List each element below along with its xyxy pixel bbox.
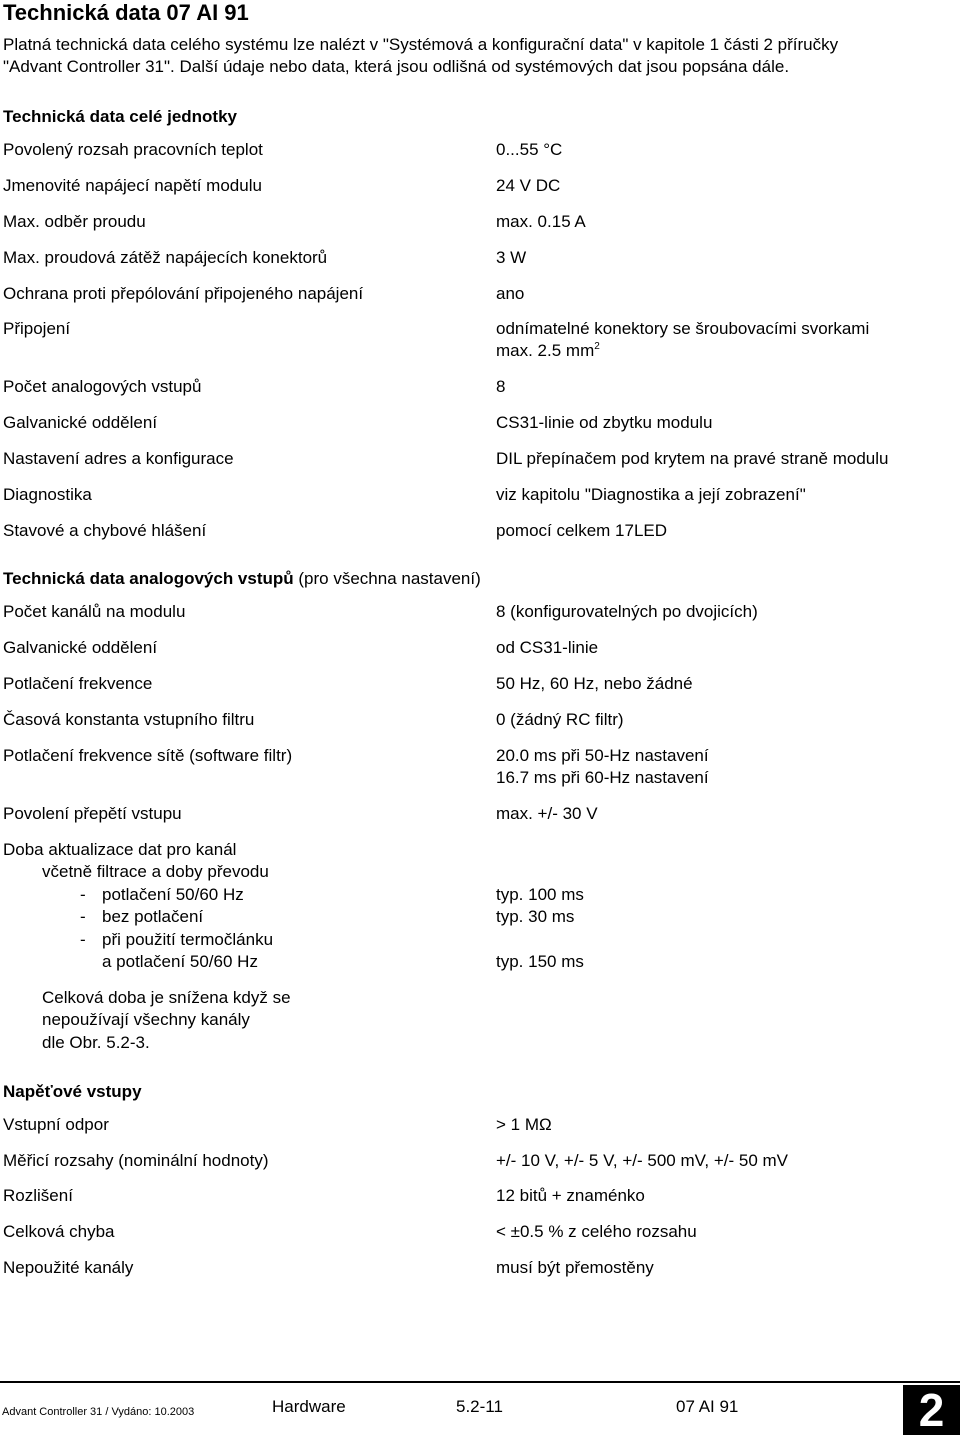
spec-label: Počet kanálů na modulu (3, 602, 186, 621)
update-item-label: bez potlačení (102, 907, 204, 926)
spec-value: musí být přemostěny (496, 1258, 654, 1277)
superscript: 2 (594, 341, 600, 352)
update-item-value: typ. 150 ms (496, 952, 584, 971)
spec-value-line: 16.7 ms při 60-Hz nastavení (496, 768, 709, 787)
spec-value: 24 V DC (496, 176, 561, 195)
update-item (80, 906, 203, 928)
section-heading-voltage: Napěťové vstupy (3, 1082, 142, 1101)
spec-label: Rozlišení (3, 1186, 73, 1205)
section-heading-analog (3, 568, 481, 590)
spec-value: viz kapitolu "Diagnostika a její zobrazení" (496, 485, 806, 504)
spec-value (496, 745, 709, 789)
spec-label: Max. odběr proudu (3, 212, 146, 231)
intro-line: "Advant Controller 31". Další údaje nebo data, která jsou odlišná od systémových dat jsou popsána dále. (3, 57, 790, 76)
spec-label: Nepoužité kanály (3, 1258, 134, 1277)
update-item (80, 929, 273, 951)
update-item (80, 884, 244, 906)
intro-paragraph (3, 34, 958, 78)
spec-value: max. 0.15 A (496, 212, 586, 231)
chapter-number-tab: 2 (903, 1385, 960, 1435)
update-item-label: při použití termočlánku (102, 930, 274, 949)
footer-module: 07 AI 91 (676, 1397, 739, 1416)
spec-value-line: 20.0 ms při 50-Hz nastavení (496, 746, 709, 765)
update-item-label-cont: a potlačení 50/60 Hz (102, 952, 258, 971)
spec-label: Připojení (3, 319, 71, 338)
spec-label: Povolení přepětí vstupu (3, 804, 182, 823)
spec-label: Počet analogových vstupů (3, 377, 202, 396)
spec-value: max. +/- 30 V (496, 804, 598, 823)
spec-value: 0 (žádný RC filtr) (496, 710, 624, 729)
spec-value: 3 W (496, 248, 527, 267)
spec-label: Jmenovité napájecí napětí modulu (3, 176, 262, 195)
update-time-sublabel: včetně filtrace a doby převodu (42, 862, 269, 881)
update-time-label: Doba aktualizace dat pro kanál (3, 840, 237, 859)
spec-label: Vstupní odpor (3, 1115, 109, 1134)
spec-label: Diagnostika (3, 485, 92, 504)
spec-label: Stavové a chybové hlášení (3, 521, 207, 540)
spec-value: < ±0.5 % z celého rozsahu (496, 1222, 697, 1241)
section-heading-suffix: (pro všechna nastavení) (293, 569, 481, 588)
footer-page-number: 5.2-11 (456, 1397, 503, 1416)
intro-line: Platná technická data celého systému lze nalézt v "Systémová a konfigurační data" v kapitole 1 části 2 příručky (3, 35, 839, 54)
spec-value: 12 bitů + znaménko (496, 1186, 645, 1205)
spec-value-line (496, 340, 869, 362)
note-line: Celková doba je snížena když se (42, 988, 291, 1007)
spec-value: 0...55 °C (496, 140, 563, 159)
spec-value: pomocí celkem 17LED (496, 521, 668, 540)
spec-label: Max. proudová zátěž napájecích konektorů (3, 248, 328, 267)
spec-value: 8 (konfigurovatelných po dvojicích) (496, 602, 758, 621)
spec-label: Galvanické oddělení (3, 413, 158, 432)
dash: - (80, 930, 86, 949)
update-item-value: typ. 100 ms (496, 885, 584, 904)
spec-label: Časová konstanta vstupního filtru (3, 710, 255, 729)
section-heading-unit: Technická data celé jednotky (3, 107, 237, 126)
spec-value-text: max. 2.5 mm (496, 341, 595, 360)
dash: - (80, 885, 86, 904)
spec-value (496, 318, 869, 362)
footer-document: Advant Controller 31 / Vydáno: 10.2003 (2, 1406, 195, 1418)
footer-rule (0, 1381, 960, 1383)
spec-value: 8 (496, 377, 506, 396)
spec-label: Galvanické oddělení (3, 638, 158, 657)
spec-value: ano (496, 284, 525, 303)
spec-value: CS31-linie od zbytku modulu (496, 413, 713, 432)
note-line: nepoužívají všechny kanály (42, 1010, 250, 1029)
spec-label: Měřicí rozsahy (nominální hodnoty) (3, 1151, 269, 1170)
spec-label: Nastavení adres a konfigurace (3, 449, 234, 468)
spec-label: Ochrana proti přepólování připojeného napájení (3, 284, 364, 303)
spec-value: +/- 10 V, +/- 5 V, +/- 500 mV, +/- 50 mV (496, 1151, 789, 1170)
page-title: Technická data 07 AI 91 (3, 0, 249, 25)
dash: - (80, 907, 86, 926)
update-item-label: potlačení 50/60 Hz (102, 885, 244, 904)
spec-label: Potlačení frekvence (3, 674, 153, 693)
spec-value: 50 Hz, 60 Hz, nebo žádné (496, 674, 693, 693)
note-line: dle Obr. 5.2-3. (42, 1033, 150, 1052)
footer-section: Hardware (272, 1397, 346, 1416)
spec-value: DIL přepínačem pod krytem na pravé straně modulu (496, 449, 889, 468)
spec-value: od CS31-linie (496, 638, 599, 657)
update-item-value: typ. 30 ms (496, 907, 575, 926)
section-heading-text: Technická data analogových vstupů (3, 569, 294, 588)
spec-value-line: odnímatelné konektory se šroubovacími svorkami (496, 319, 870, 338)
spec-label: Potlačení frekvence sítě (software filtr) (3, 746, 293, 765)
spec-value: > 1 MΩ (496, 1115, 552, 1134)
spec-label: Povolený rozsah pracovních teplot (3, 140, 263, 159)
spec-label: Celková chyba (3, 1222, 115, 1241)
